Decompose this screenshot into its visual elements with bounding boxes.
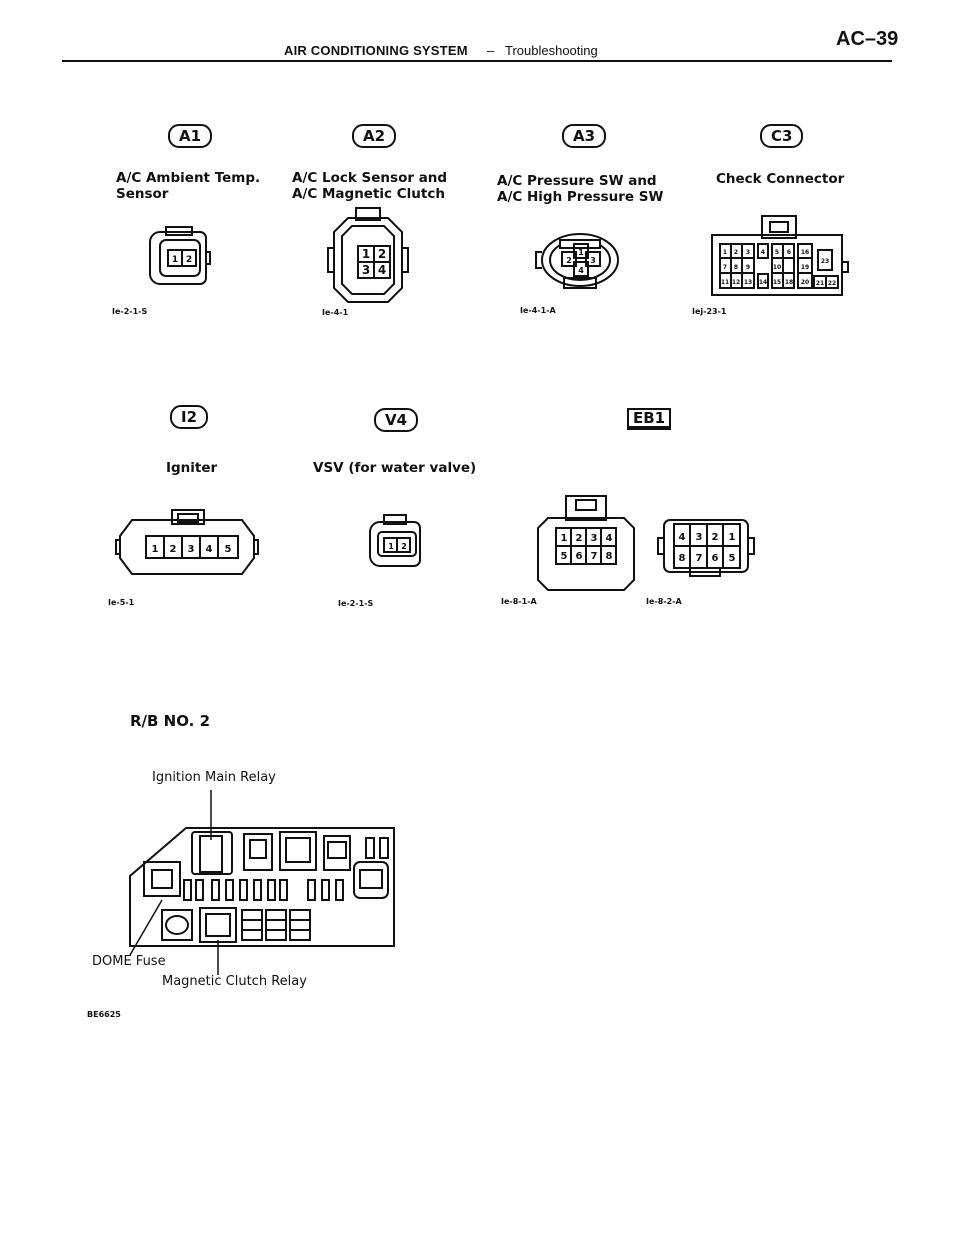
connector-a3-drawing: [536, 234, 618, 288]
pin-c3: 12: [731, 279, 741, 286]
pin-a2: 1: [361, 247, 371, 261]
connector-v4-drawing: [370, 515, 420, 566]
pin-eb1-left: 7: [590, 551, 598, 562]
pin-c3: 3: [745, 249, 751, 256]
pin-i2: 2: [169, 544, 177, 555]
pin-c3: 14: [758, 279, 768, 286]
pin-c3: 11: [720, 279, 730, 286]
connector-eb1-right-drawing: [658, 520, 754, 576]
relay-block-drawing: [130, 828, 394, 946]
pin-i2: 3: [187, 544, 195, 555]
section-subtitle: Troubleshooting: [505, 43, 598, 58]
pin-v4: 2: [401, 542, 407, 551]
label-magnetic-clutch-relay: Magnetic Clutch Relay: [162, 974, 307, 989]
connector-title-a2: A/C Lock Sensor and A/C Magnetic Clutch: [292, 170, 448, 202]
pin-c3: 9: [745, 264, 751, 271]
pin-c3: 19: [800, 264, 810, 271]
connector-title-a1: A/C Ambient Temp. Sensor: [116, 170, 261, 202]
pin-c3: 13: [743, 279, 753, 286]
pin-a3: 1: [578, 248, 584, 257]
label-ignition-main-relay: Ignition Main Relay: [152, 770, 276, 785]
pin-a1: 2: [185, 255, 193, 265]
pin-eb1-right: 4: [678, 532, 686, 543]
pin-c3: 6: [786, 249, 792, 256]
pin-a3: 4: [578, 266, 584, 275]
connector-title-v4: VSV (for water valve): [313, 460, 477, 476]
pin-c3: 20: [800, 279, 810, 286]
part-code-a1: Ie-2-1-S: [112, 307, 148, 316]
connector-badge-v4: V4: [374, 408, 418, 432]
pin-eb1-right: 7: [695, 553, 703, 564]
pin-a3: 2: [566, 256, 572, 265]
pin-c3: 8: [733, 264, 739, 271]
connector-badge-i2: I2: [170, 405, 208, 429]
pin-c3: 4: [760, 249, 766, 256]
connector-badge-a3: A3: [562, 124, 606, 148]
pin-i2: 4: [205, 544, 213, 555]
connector-title-i2: Igniter: [166, 460, 218, 476]
pin-eb1-right: 1: [728, 532, 736, 543]
pin-c3: 18: [784, 279, 794, 286]
pin-eb1-right: 8: [678, 553, 686, 564]
relay-block-title: R/B NO. 2: [130, 712, 211, 730]
pin-c3: 5: [774, 249, 780, 256]
connector-badge-a2: A2: [352, 124, 396, 148]
pin-c3: 15: [772, 279, 782, 286]
connector-badge-eb1: EB1: [627, 408, 671, 430]
pin-eb1-right: 5: [728, 553, 736, 564]
connector-i2-drawing: [116, 510, 258, 574]
section-title: AIR CONDITIONING SYSTEM: [284, 43, 468, 58]
label-dome-fuse: DOME Fuse: [92, 954, 166, 969]
connector-eb1-left-drawing: [538, 496, 634, 590]
pin-c3: 22: [827, 280, 837, 287]
pin-v4: 1: [388, 542, 394, 551]
part-code-eb1-right: Ie-8-2-A: [646, 597, 682, 606]
pin-i2: 1: [151, 544, 159, 555]
part-code-v4: Ie-2-1-S: [338, 599, 374, 608]
page-number: AC–39: [836, 28, 899, 50]
pin-eb1-left: 2: [575, 533, 583, 544]
connector-a1-drawing: [150, 227, 210, 284]
pin-c3: 21: [815, 280, 825, 287]
connector-title-c3: Check Connector: [716, 171, 845, 187]
pin-eb1-right: 3: [695, 532, 703, 543]
header-separator: –: [487, 43, 495, 58]
part-code-c3: Iej-23-1: [692, 307, 727, 316]
pin-eb1-left: 1: [560, 533, 568, 544]
pin-eb1-left: 8: [605, 551, 613, 562]
pin-eb1-left: 6: [575, 551, 583, 562]
pin-eb1-right: 6: [711, 553, 719, 564]
connector-badge-c3: C3: [760, 124, 803, 148]
pin-a2: 4: [377, 263, 387, 277]
pin-a1: 1: [171, 255, 179, 265]
pin-c3: 16: [800, 249, 810, 256]
part-code-a3: Ie-4-1-A: [520, 306, 556, 315]
pin-eb1-left: 3: [590, 533, 598, 544]
figure-code: BE6625: [87, 1010, 121, 1019]
part-code-i2: Ie-5-1: [108, 598, 135, 607]
pin-c3: 7: [722, 264, 728, 271]
pin-c3: 1: [722, 249, 728, 256]
part-code-a2: Ie-4-1: [322, 308, 349, 317]
connector-badge-a1: A1: [168, 124, 212, 148]
pin-c3: 2: [733, 249, 739, 256]
pin-c3: 10: [772, 264, 782, 271]
pin-a2: 2: [377, 247, 387, 261]
connector-title-a3: A/C Pressure SW and A/C High Pressure SW: [497, 173, 664, 205]
pin-a3: 3: [590, 256, 596, 265]
pin-eb1-left: 4: [605, 533, 613, 544]
pin-i2: 5: [224, 544, 232, 555]
part-code-eb1-left: Ie-8-1-A: [501, 597, 537, 606]
pin-a2: 3: [361, 263, 371, 277]
pin-c3: 23: [820, 258, 830, 265]
pin-eb1-right: 2: [711, 532, 719, 543]
pin-eb1-left: 5: [560, 551, 568, 562]
